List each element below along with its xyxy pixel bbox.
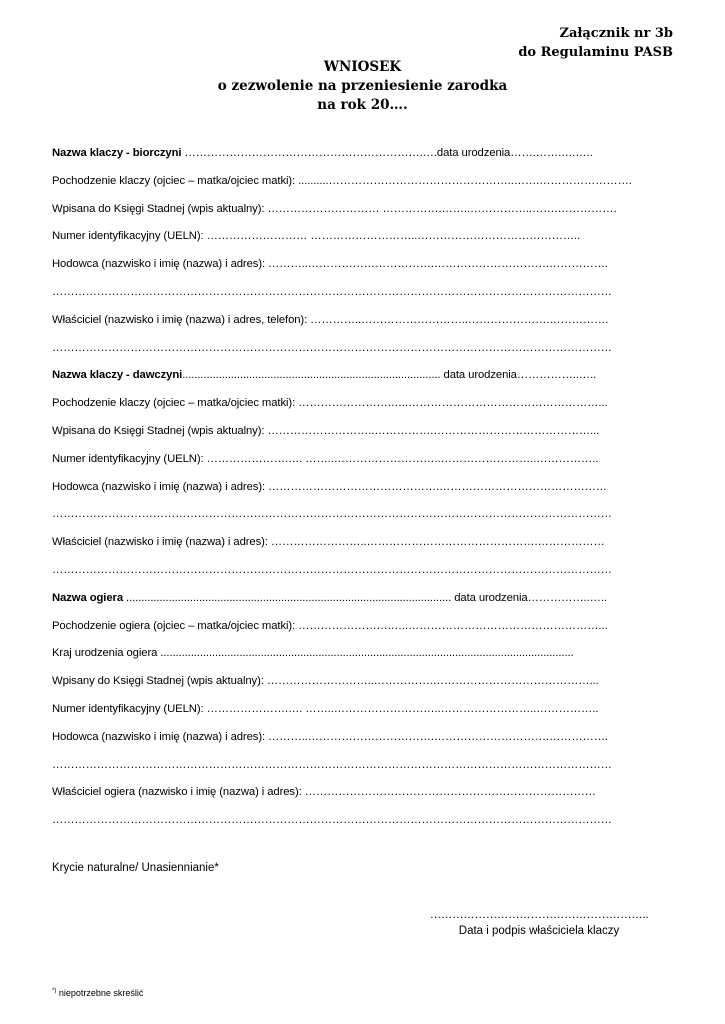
document-title bbox=[0, 58, 725, 115]
donor-pedigree-field[interactable]: Pochodzenie klaczy (ojciec – matka/ojciec matki): …………………….…..……………………………………………... bbox=[52, 397, 608, 410]
stallion-studbook-field[interactable]: Wpisany do Księgi Stadnej (wpis aktualny): ………………………..…………….……………………………………... bbox=[52, 675, 599, 688]
stallion-pedigree-field[interactable]: Pochodzenie ogiera (ojciec – matka/ojciec matki): …………………….…..……………………………………………... bbox=[52, 619, 608, 632]
annex-header bbox=[518, 24, 673, 62]
donor-heading-fill: ..................................................................................... data urodzenia……………..….. bbox=[182, 369, 597, 382]
donor-breeder-continuation[interactable]: …………………………………………………………………………………………………………………………………… bbox=[52, 508, 612, 521]
title-main: WNIOSEK bbox=[323, 59, 402, 75]
recipient-studbook-field[interactable]: Wpisana do Księgi Stadnej (wpis aktualny): ………………………… …………….……..……………..…….……………. bbox=[52, 202, 617, 215]
recipient-heading: Nazwa klaczy - biorczyni bbox=[52, 147, 182, 159]
footnote-mark: *) bbox=[52, 988, 57, 994]
donor-owner-field[interactable]: Właściciel (nazwisko i imię (nazwa) i adres): ……………………..……………………………………….……………… bbox=[52, 536, 605, 549]
footnote bbox=[52, 988, 143, 998]
recipient-breeder-field[interactable]: Hodowca (nazwisko i imię (nazwa) i adres): ………..…………………………….………………………….……………. bbox=[52, 258, 608, 271]
recipient-name-row[interactable] bbox=[52, 142, 674, 170]
footnote-text: niepotrzebne skreślić bbox=[56, 988, 144, 998]
stallion-country-field[interactable]: Kraj urodzenia ogiera ........................................................................................................................................ bbox=[52, 647, 574, 660]
signature-caption: Data i podpis właściciela klaczy bbox=[458, 925, 620, 937]
stallion-heading-fill: ........................................................................................................... data urodzenia……………..….. bbox=[123, 591, 607, 604]
stallion-ueln-field[interactable]: Numer identyfikacyjny (UELN): ………………….…. ……..………………………..……………………..…………….. bbox=[52, 702, 599, 715]
donor-heading: Nazwa klaczy - dawczyni bbox=[52, 369, 183, 382]
donor-breeder-field[interactable]: Hodowca (nazwisko i imię (nazwa) i adres): ……………………………………….……………………………………… bbox=[52, 480, 608, 493]
donor-ueln-field[interactable]: Numer identyfikacyjny (UELN): ………………….…. ……..………………………..……………………..…………….. bbox=[52, 452, 599, 465]
annex-regulation: do Regulaminu PASB bbox=[518, 45, 673, 60]
donor-owner-continuation[interactable]: …………………………………………………………………………………………………………………………………… bbox=[52, 563, 612, 576]
title-year: na rok 20…. bbox=[317, 97, 408, 113]
recipient-pedigree-field[interactable]: Pochodzenie klaczy (ojciec – matka/ojciec matki): ..........…………………………………………..…….……………………. bbox=[52, 174, 632, 187]
form-body bbox=[52, 142, 674, 837]
stallion-breeder-continuation[interactable]: …………………………………………………………………………………………………………………………………… bbox=[52, 758, 612, 771]
recipient-breeder-continuation[interactable]: …………………………………………………………………………………………………………………………………… bbox=[52, 285, 612, 298]
signature-line[interactable]: ………………………………………………….. bbox=[429, 909, 649, 921]
stallion-name-row[interactable] bbox=[52, 587, 674, 615]
title-subject: o zezwolenie na przeniesienie zarodka bbox=[217, 78, 508, 94]
annex-number: Załącznik nr 3b bbox=[559, 26, 673, 41]
recipient-heading-fill: ……………………………………………………….….data urodzenia…….…….….….. bbox=[181, 147, 593, 159]
signature-block bbox=[409, 908, 669, 939]
stallion-heading: Nazwa ogiera bbox=[52, 591, 123, 604]
recipient-ueln-field[interactable]: Numer identyfikacyjny (UELN): ……………………… ………………………..…………………………………….. bbox=[52, 230, 581, 243]
recipient-owner-continuation[interactable]: …………………………………………………………………………………………………………………………………… bbox=[52, 341, 612, 354]
stallion-owner-continuation[interactable]: …………………………………………………………………………………………………………………………………… bbox=[52, 814, 612, 827]
donor-studbook-field[interactable]: Wpisana do Księgi Stadnej (wpis aktualny): ………………………..…………….……………………………………... bbox=[52, 424, 600, 437]
stallion-breeder-field[interactable]: Hodowca (nazwisko i imię (nazwa) i adres): ………..…………………………….………………………….……………. bbox=[52, 730, 608, 743]
recipient-owner-field[interactable]: Właściciel (nazwisko i imię (nazwa) i adres, telefon): …………..………………………..………………….……………. bbox=[52, 313, 609, 326]
donor-name-row[interactable] bbox=[52, 364, 674, 392]
stallion-owner-field[interactable]: Właściciel ogiera (nazwisko i imię (nazwa) i adres): …………………………………………………………………… bbox=[52, 786, 596, 799]
cover-method-option[interactable]: Krycie naturalne/ Unasiennianie* bbox=[52, 862, 219, 874]
